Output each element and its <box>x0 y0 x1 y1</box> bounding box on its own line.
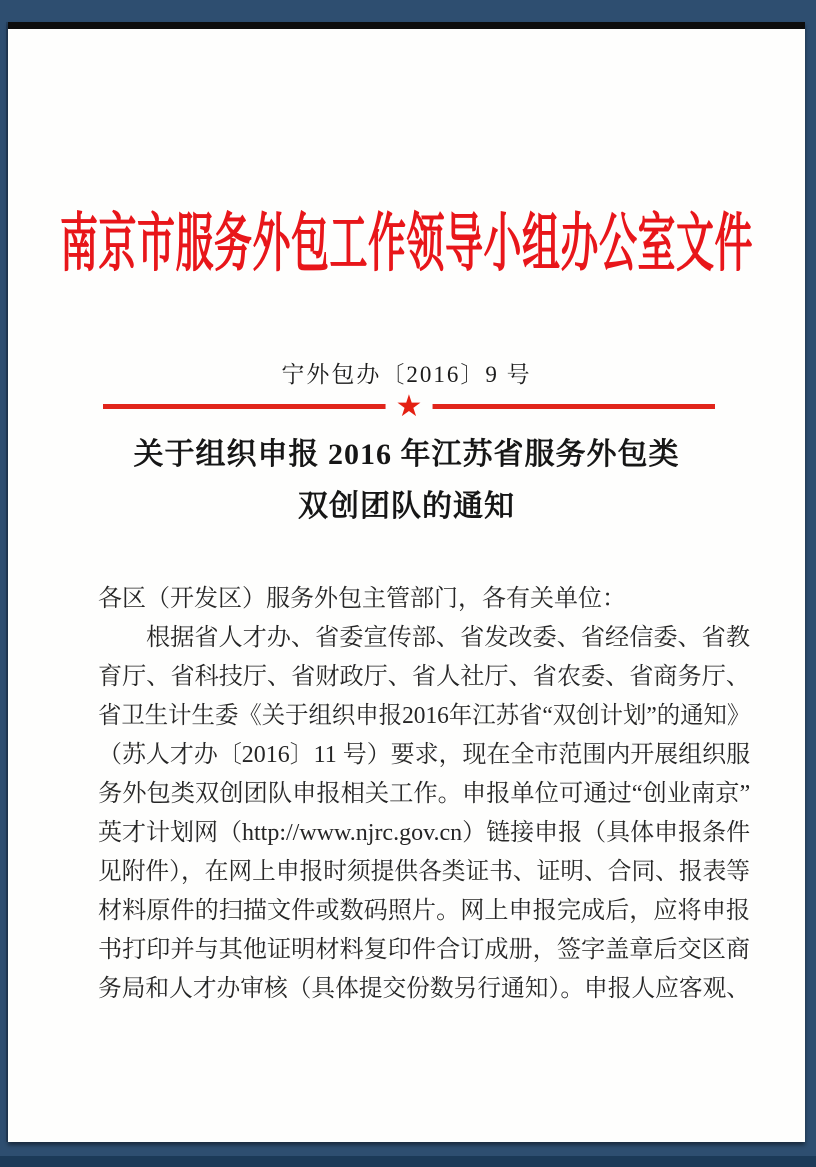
body-line: 各区（开发区）服务外包主管部门，各有关单位： <box>98 586 626 612</box>
body-line: 育厅、省科技厅、省财政厅、省人社厅、省农委、省商务厅、 <box>98 664 751 690</box>
body-line: （苏人才办〔2016〕11 号）要求，现在全市范围内开展组织服 <box>98 742 751 768</box>
body-line: 根据省人才办、省委宣传部、省发改委、省经信委、省教 <box>146 625 750 651</box>
red-divider-rule <box>103 388 715 424</box>
document-page <box>8 22 805 1142</box>
body-line: 省卫生计生委《关于组织申报2016年江苏省“双创计划”的通知》 <box>98 703 751 729</box>
document-title-line1: 关于组织申报 2016 年江苏省服务外包类 <box>133 438 680 471</box>
body-line: 务局和人才办审核（具体提交份数另行通知）。申报人应客观、 <box>98 976 750 1002</box>
document-number: 宁外包办〔2016〕9 号 <box>281 362 532 387</box>
body-line: 书打印并与其他证明材料复印件合订成册，签字盖章后交区商 <box>98 937 751 963</box>
body-text <box>98 580 750 1009</box>
bottom-shadow-band <box>0 1156 816 1167</box>
document-title-line2: 双创团队的通知 <box>298 490 515 523</box>
document-header-title: 南京市服务外包工作领导小组办公室文件 <box>59 209 753 281</box>
star-icon: ★ <box>386 391 433 423</box>
body-line: 务外包类双创团队申报相关工作。申报单位可通过“创业南京” <box>98 781 751 807</box>
body-line: 材料原件的扫描文件或数码照片。网上申报完成后，应将申报 <box>98 898 751 924</box>
body-line: 见附件），在网上申报时须提供各类证书、证明、合同、报表等 <box>98 859 750 885</box>
document-title <box>8 429 805 533</box>
body-line: 英才计划网（http://www.njrc.gov.cn）链接申报（具体申报条件 <box>98 820 751 846</box>
